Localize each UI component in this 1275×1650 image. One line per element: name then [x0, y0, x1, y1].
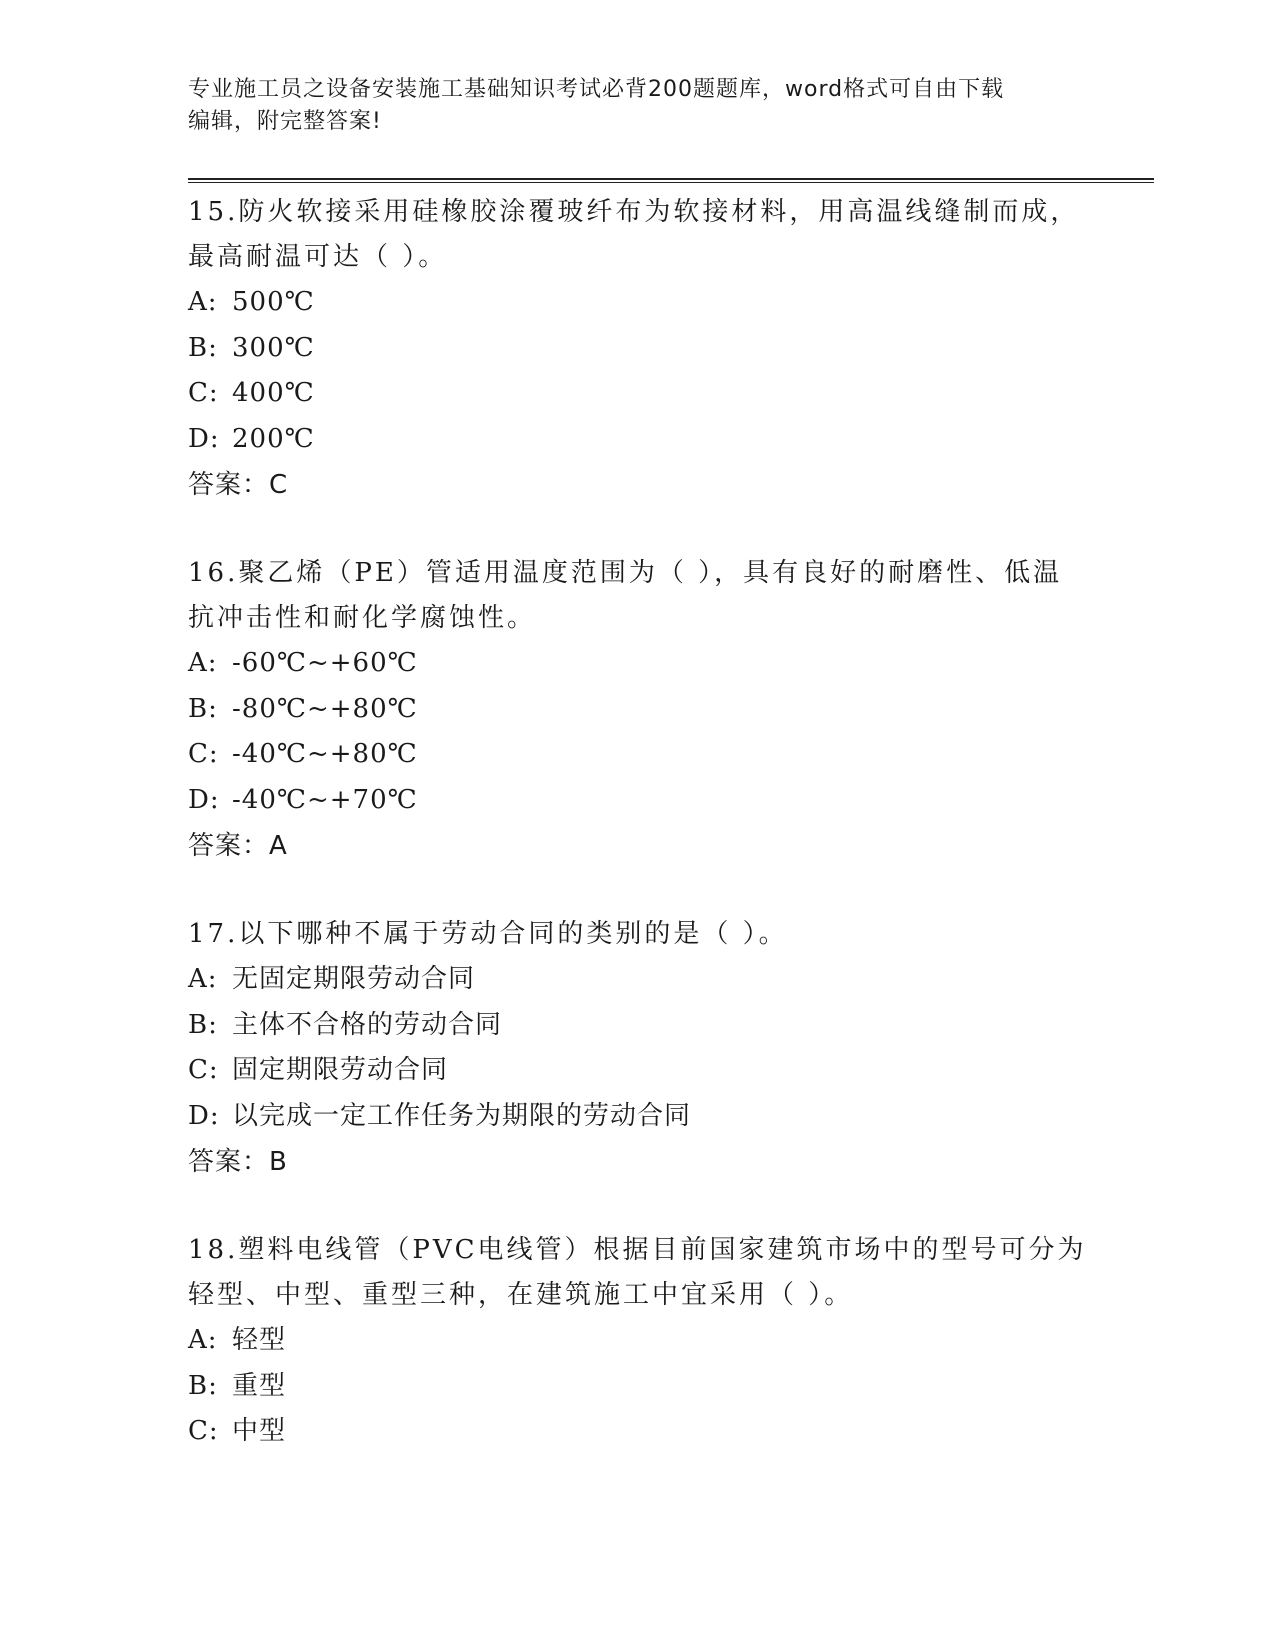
option-text: -80℃~+80℃ [232, 693, 418, 724]
question-15 [188, 190, 1088, 508]
option-c [188, 1409, 1088, 1455]
answer-line: 答案：B [188, 1147, 288, 1177]
header-divider [188, 178, 1154, 183]
option-text: -40℃~+70℃ [232, 784, 418, 815]
document-header [188, 74, 1088, 138]
option-text: 300℃ [232, 332, 315, 363]
question-18 [188, 1228, 1088, 1455]
option-d [188, 417, 1088, 463]
option-letter: D: [188, 1100, 220, 1131]
option-d [188, 1094, 1088, 1140]
question-text: 16.聚乙烯（PE）管适用温度范围为（ ），具有良好的耐磨性、低温抗冲击性和耐化学腐蚀性。 [188, 558, 1063, 633]
option-c [188, 732, 1088, 778]
option-letter: C: [188, 1055, 219, 1085]
option-c [188, 1048, 1088, 1094]
option-letter: A: [188, 1325, 218, 1355]
option-text: 400℃ [232, 378, 315, 408]
option-letter: C: [188, 1416, 219, 1446]
option-letter: B: [188, 1009, 218, 1040]
header-line-2: 编辑，附完整答案! [188, 109, 382, 134]
option-b [188, 326, 1088, 372]
option-text: 以完成一定工作任务为期限的劳动合同 [232, 1100, 692, 1131]
option-text: 500℃ [232, 287, 315, 317]
option-b [188, 1364, 1088, 1410]
option-letter: A: [188, 964, 218, 994]
option-text: -40℃~+80℃ [232, 739, 418, 769]
option-a [188, 641, 1088, 687]
question-text: 18.塑料电线管（PVC电线管）根据目前国家建筑市场中的型号可分为轻型、中型、重型三种，在建筑施工中宜采用（ ）。 [188, 1235, 1087, 1310]
answer-line: 答案：C [188, 470, 289, 500]
option-letter: B: [188, 693, 218, 724]
option-letter: B: [188, 1370, 218, 1401]
option-letter: A: [188, 648, 218, 678]
question-text: 17.以下哪种不属于劳动合同的类别的是（ ）。 [188, 919, 788, 949]
option-letter: D: [188, 423, 220, 454]
question-16 [188, 551, 1088, 869]
option-c [188, 371, 1088, 417]
answer-line: 答案：A [188, 831, 288, 861]
option-text: 中型 [232, 1416, 287, 1446]
option-text: 主体不合格的劳动合同 [232, 1009, 503, 1040]
option-d [188, 778, 1088, 824]
option-letter: A: [188, 287, 218, 317]
option-letter: B: [188, 332, 218, 363]
option-text: 无固定期限劳动合同 [232, 964, 476, 994]
option-letter: D: [188, 784, 220, 815]
option-text: 固定期限劳动合同 [232, 1055, 449, 1085]
question-text: 15.防火软接采用硅橡胶涂覆玻纤布为软接材料，用高温线缝制而成，最高耐温可达（ ）。 [188, 197, 1080, 272]
option-letter: C: [188, 739, 219, 769]
option-text: 200℃ [232, 423, 315, 454]
option-b [188, 1003, 1088, 1049]
question-17 [188, 912, 1088, 1185]
option-text: 轻型 [232, 1325, 287, 1355]
option-a [188, 1318, 1088, 1364]
option-letter: C: [188, 378, 219, 408]
option-a [188, 280, 1088, 326]
question-list [188, 190, 1088, 1498]
option-b [188, 687, 1088, 733]
header-line-1: 专业施工员之设备安装施工基础知识考试必背200题题库，word格式可自由下载 [188, 77, 1005, 102]
option-text: -60℃~+60℃ [232, 648, 418, 678]
option-a [188, 957, 1088, 1003]
option-text: 重型 [232, 1370, 287, 1401]
